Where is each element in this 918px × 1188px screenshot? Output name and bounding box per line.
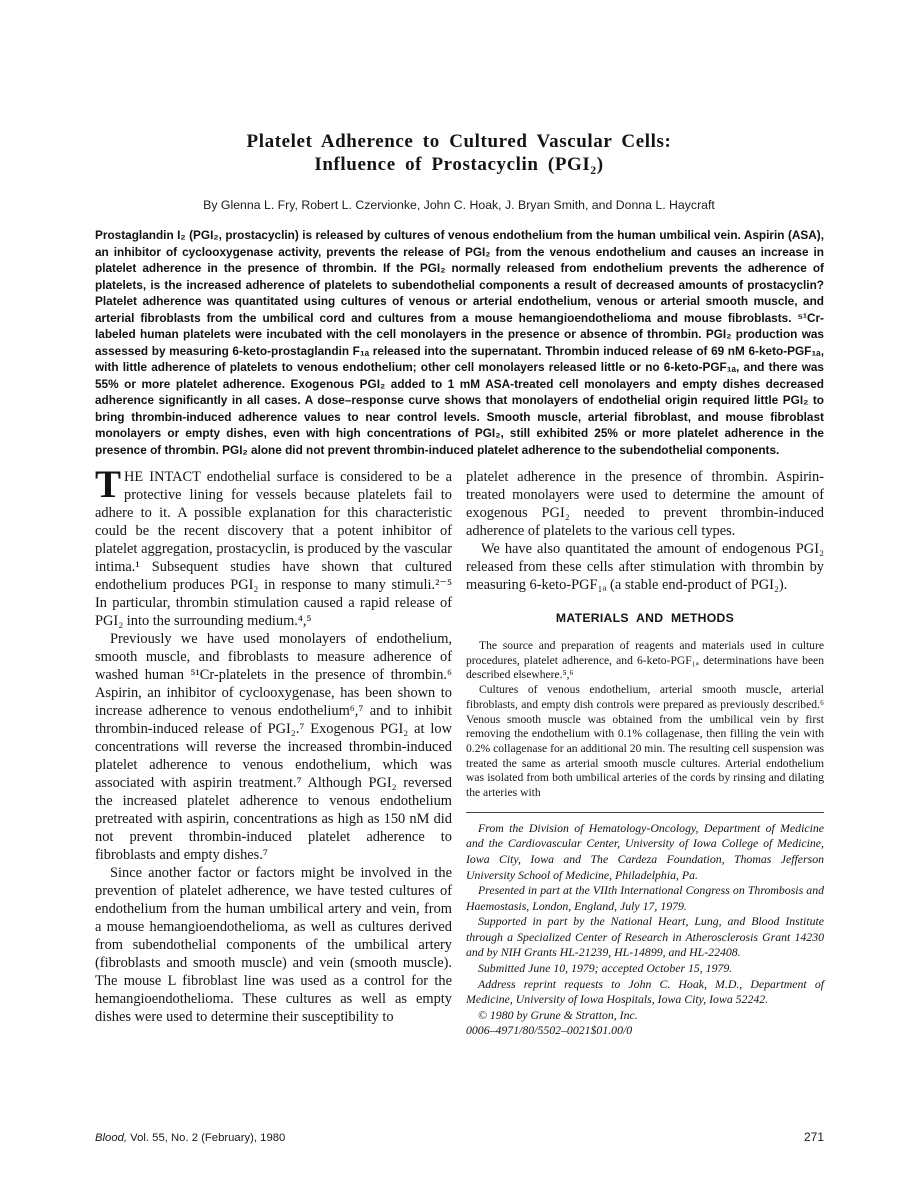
right-column xyxy=(466,468,824,1039)
article-title xyxy=(0,130,918,176)
body-paragraph: Previously we have used monolayers of endothelium, smooth muscle, and fibroblasts to measure adherence of washed human ⁵¹Cr-platelets in the presence of thrombin.⁶ Aspirin, an inhibitor of cyclooxygenase, has been shown to increase adherence to venous endothelium⁶,⁷ and to inhibit thrombin-induced release of PGI₂.⁷ Exogenous PGI₂ at low concentrations will reverse the increased thrombin-induced platelet adherence to venous endothelium, which was associated with aspirin treatment.⁷ Although PGI₂ reversed the increased platelet adherence to venous endothelium pretreated with aspirin, concentrations as high as 150 nM did not prevent thrombin-induced platelet adherence to fibroblasts and empty dishes.⁷ xyxy=(95,631,452,863)
intro-paragraph xyxy=(95,463,452,630)
section-heading-materials-and-methods: MATERIALS AND METHODS xyxy=(555,611,735,625)
journal-issue: Vol. 55, No. 2 (February), 1980 xyxy=(127,1132,286,1144)
footnote-submitted: Submitted June 10, 1979; accepted October 15, 1979. xyxy=(478,961,733,976)
footnote-copyright: © 1980 by Grune & Stratton, Inc. xyxy=(478,1007,638,1022)
journal-name: Blood, xyxy=(95,1132,128,1144)
footnote-issn-code: 0006–4971/80/5502–0021$01.00/0 xyxy=(466,1023,633,1038)
body-paragraph: We have also quantitated the amount of endogenous PGI₂ released from these cells after stimulation with thrombin by measuring 6-keto-PGF₁ₐ (a stable end-product of PGI₂). xyxy=(466,541,824,593)
drop-cap: T xyxy=(95,463,122,506)
methods-paragraph: The source and preparation of reagents and materials used in culture procedures, platelet adherence, and 6-keto-PGF₁ₐ determinations have been described elsewhere.⁵,⁶ xyxy=(466,639,824,682)
journal-citation xyxy=(95,1132,285,1144)
abstract: Prostaglandin I₂ (PGI₂, prostacyclin) is released by cultures of venous endothelium from the human umbilical vein. Aspirin (ASA), an inhibitor of cyclooxygenase activity, prevents the release of PGI₂ from the venous endothelium and causes an increase in platelet adherence in the presence of thrombin. If the PGI₂ normally released from endothelium prevents the adherence of platelets, is the increased adherence of platelets to subendothelial components a result of decreased amounts of prostacyclin? Platelet adherence was quantitated using cultures of venous or arterial endothelium, venous or arterial smooth muscle, and arterial fibroblasts from the umbilical cord and cultures from a mouse hemangioendothelioma and mouse fibroblasts. ⁵¹Cr-labeled human platelets were incubated with the cell monolayers in the presence or absence of thrombin. PGI₂ production was assessed by measuring 6-keto-prostaglandin F₁ₐ released into the supernatant. Thrombin induced release of 69 nM 6-keto-PGF₁ₐ, with little adherence of platelets to venous endothelium; other cell monolayers released little or no 6-keto-PGF₁ₐ, and there was 55% or more platelet adherence. Exogenous PGI₂ added to 1 mM ASA-treated cell monolayers and empty dishes decreased adherence significantly in all cases. A dose–response curve shows that monolayers of endothelial origin required little PGI₂ to bring thrombin-induced adherence values to near control levels. Smooth muscle, arterial fibroblast, and mouse fibroblast monolayers or empty dishes, even with high concentrations of PGI₂, still exhibited 25% or more platelet adherence in the presence of thrombin. PGI₂ alone did not prevent thrombin-induced platelet adherence to the subendothelial components. xyxy=(95,228,824,457)
page-footer xyxy=(95,1130,824,1144)
methods-section xyxy=(466,639,824,801)
byline: By Glenna L. Fry, Robert L. Czervionke, John C. Hoak, J. Bryan Smith, and Donna L. Haycraft xyxy=(203,198,715,212)
body-paragraph: Since another factor or factors might be involved in the prevention of platelet adherence, we have tested cultures of endothelium from the human umbilical artery and vein, from a mouse hemangioendothelioma, as well as cultures derived from subendothelial components of the umbilical artery (fibroblasts and smooth muscle) and vein (smooth muscle). The mouse L fibroblast line was used as a control for the hemangioendothelioma. These cultures as well as empty dishes were used to determine their susceptibility to xyxy=(95,865,452,1025)
article-title-line2: Influence of Prostacyclin (PGI₂) xyxy=(314,154,604,175)
footnotes-block xyxy=(466,821,824,1039)
footnote-divider xyxy=(466,812,824,813)
methods-paragraph: Cultures of venous endothelium, arterial smooth muscle, arterial fibroblasts, and empty dish controls were prepared as previously described.⁶ Venous smooth muscle was obtained from the umbilical vein by first removing the endothelium with 0.1% collagenase, then filling the vein with 0.2% collagenase for an additional 20 min. The resulting cell suspension was treated the same as arterial smooth muscle cultures. Arterial endothelium was isolated from both umbilical arteries of the cords by rinsing and dilating the arteries with xyxy=(466,683,824,800)
page-number: 271 xyxy=(803,1130,824,1144)
intro-paragraph-text: HE INTACT endothelial surface is considered to be a protective lining for vessels because platelets fail to adhere to it. A possible explanation for this characteristic could be the recent discovery that a potent inhibitor of platelet aggregation, prostacyclin, is produced by the vascular intima.¹ Subsequent studies have shown that cultured endothelium produces PGI₂ in response to many stimuli.²⁻⁵ In particular, thrombin stimulation caused a rapid release of PGI₂ into the surrounding medium.⁴,⁵ xyxy=(95,469,452,629)
left-column xyxy=(95,463,452,1026)
footnote-support: Supported in part by the National Heart, Lung, and Blood Institute through a Specialized Center of Research in Atherosclerosis Grant 14230 and by NIH Grants HL-21239, HL-14899, and HL-22408. xyxy=(466,914,824,960)
article-title-line1: Platelet Adherence to Cultured Vascular Cells: xyxy=(246,131,672,152)
footnote-presented: Presented in part at the VIIth International Congress on Thrombosis and Haemostasis, London, England, July 17, 1979. xyxy=(466,883,824,913)
body-paragraph: platelet adherence in the presence of thrombin. Aspirin-treated monolayers were used to determine the amount of exogenous PGI₂ needed to prevent thrombin-induced adherence of platelets to the various cell types. xyxy=(466,469,824,539)
footnote-reprints: Address reprint requests to John C. Hoak, M.D., Department of Medicine, University of Iowa Hospitals, Iowa City, Iowa 52242. xyxy=(466,976,824,1007)
footnote-affiliation: From the Division of Hematology-Oncology, Department of Medicine and the Cardiovascular Center, University of Iowa College of Medicine, Iowa City, Iowa and The Cardeza Foundation, Thomas Jefferson University School of Medicine, Philadelphia, Pa. xyxy=(466,820,824,882)
